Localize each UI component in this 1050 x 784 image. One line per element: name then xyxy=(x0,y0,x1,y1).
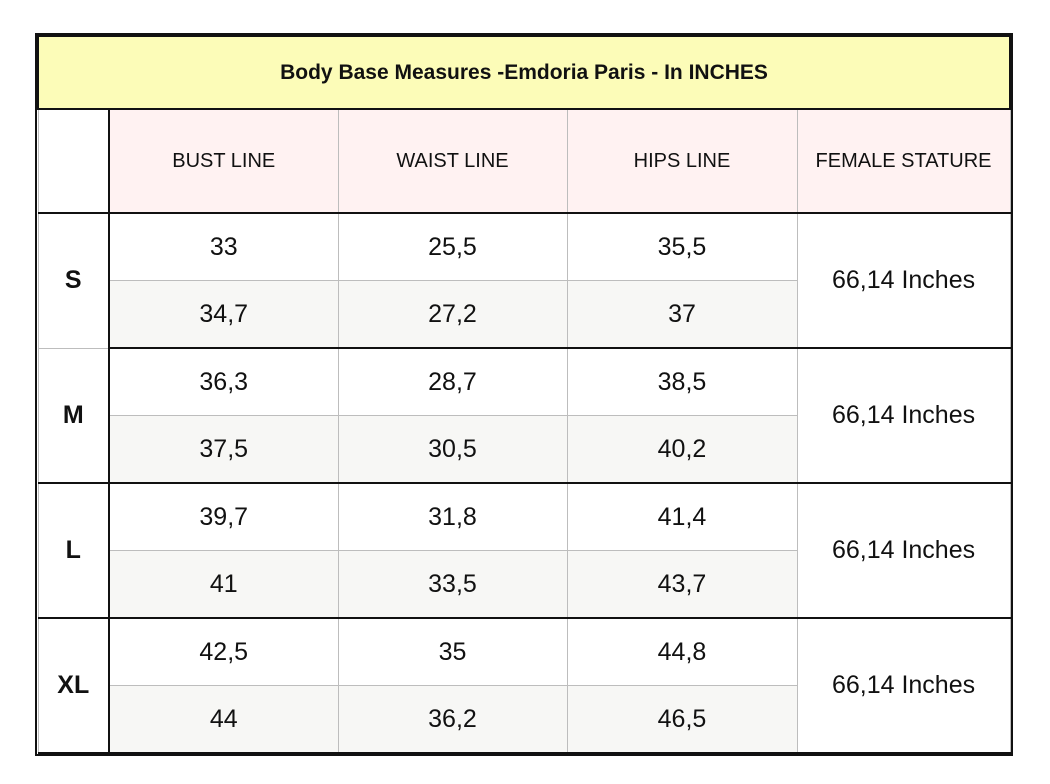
size-label-s: S xyxy=(38,213,109,348)
waist-value: 33,5 xyxy=(338,551,567,619)
header-hips-line: HIPS LINE xyxy=(567,109,797,213)
size-label-l: L xyxy=(38,483,109,618)
size-label-m: M xyxy=(38,348,109,483)
size-label-xl: XL xyxy=(38,618,109,753)
stature-value-l: 66,14 Inches xyxy=(797,483,1010,618)
hips-value: 46,5 xyxy=(567,686,797,754)
table-row xyxy=(38,483,1010,551)
bust-value: 44 xyxy=(109,686,338,754)
bust-value: 41 xyxy=(109,551,338,619)
hips-value: 35,5 xyxy=(567,213,797,281)
header-female-stature: FEMALE STATURE xyxy=(797,109,1010,213)
hips-value: 41,4 xyxy=(567,483,797,551)
bust-value: 42,5 xyxy=(109,618,338,686)
bust-value: 39,7 xyxy=(109,483,338,551)
bust-value: 33 xyxy=(109,213,338,281)
header-row xyxy=(38,109,1010,213)
table-row xyxy=(38,348,1010,416)
table-row xyxy=(38,213,1010,281)
waist-value: 31,8 xyxy=(338,483,567,551)
hips-value: 40,2 xyxy=(567,416,797,484)
stature-value-m: 66,14 Inches xyxy=(797,348,1010,483)
size-chart-table xyxy=(37,35,1011,754)
waist-value: 25,5 xyxy=(338,213,567,281)
header-waist-line: WAIST LINE xyxy=(338,109,567,213)
waist-value: 35 xyxy=(338,618,567,686)
header-bust-line: BUST LINE xyxy=(109,109,338,213)
hips-value: 38,5 xyxy=(567,348,797,416)
waist-value: 30,5 xyxy=(338,416,567,484)
hips-value: 37 xyxy=(567,281,797,349)
hips-value: 44,8 xyxy=(567,618,797,686)
header-blank-cell xyxy=(38,109,109,213)
bust-value: 34,7 xyxy=(109,281,338,349)
hips-value: 43,7 xyxy=(567,551,797,619)
waist-value: 27,2 xyxy=(338,281,567,349)
stature-value-xl: 66,14 Inches xyxy=(797,618,1010,753)
table-row xyxy=(38,618,1010,686)
table-title: Body Base Measures -Emdoria Paris - In INCHES xyxy=(38,36,1010,109)
bust-value: 37,5 xyxy=(109,416,338,484)
waist-value: 36,2 xyxy=(338,686,567,754)
bust-value: 36,3 xyxy=(109,348,338,416)
waist-value: 28,7 xyxy=(338,348,567,416)
stature-value-s: 66,14 Inches xyxy=(797,213,1010,348)
